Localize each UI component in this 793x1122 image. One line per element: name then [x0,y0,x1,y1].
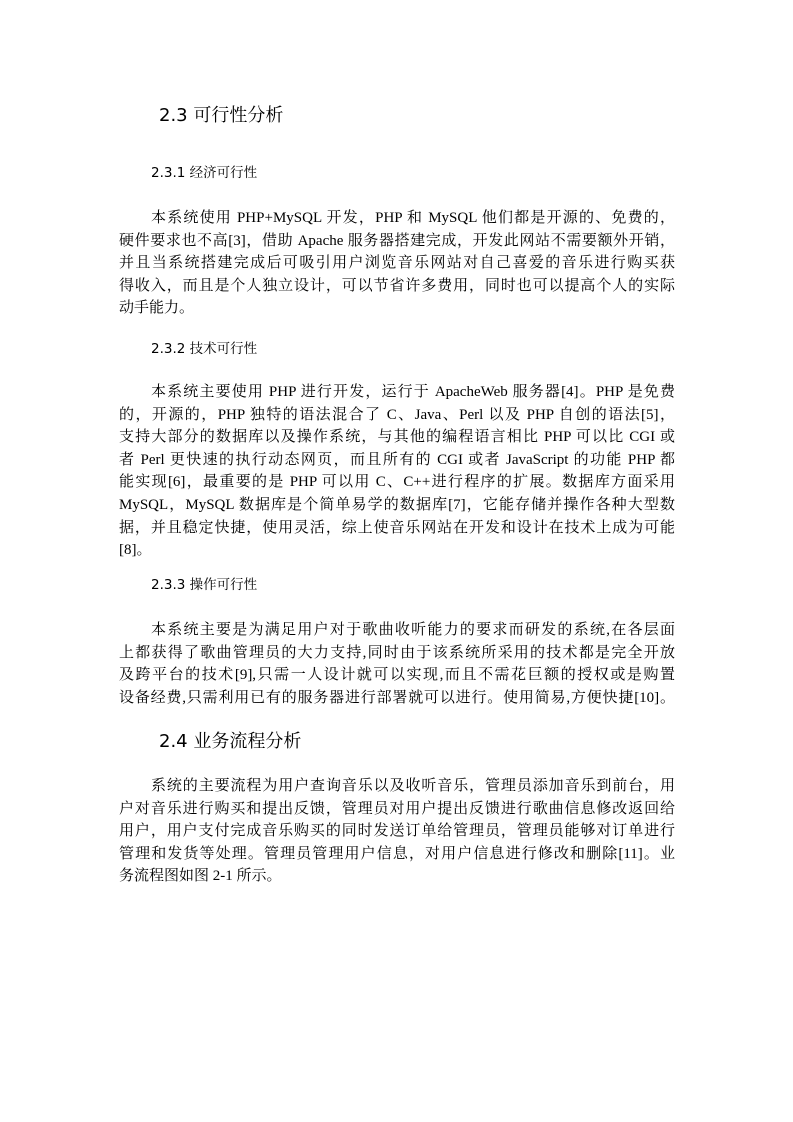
text-line: 得收入，而且是个人独立设计，可以节省许多费用，同时也可以提高个人的实际 [119,277,675,294]
text-line: 务流程图如图 2-1 所示。 [119,868,282,885]
subsection-heading-2-3-3: 2.3.3 操作可行性 [151,577,258,593]
text-line: [8]。 [119,542,152,559]
subsection-heading-2-3-2: 2.3.2 技术可行性 [151,341,258,357]
text-line: 及跨平台的技术[9],只需一人设计就可以实现,而且不需花巨额的授权或是购置 [119,667,675,684]
text-line: 本系统使用 PHP+MySQL 开发，PHP 和 MySQL 他们都是开源的、免费的， [151,210,675,226]
text-line: 并且当系统搭建完成后可吸引用户浏览音乐网站对自己喜爱的音乐进行购买获 [119,255,675,272]
text-line: 能实现[6]，最重要的是 PHP 可以用 C、C++进行程序的扩展。数据库方面采用 [119,474,675,491]
text-line: 者 Perl 更快速的执行动态网页，而且所有的 CGI 或者 JavaScript 的功能 PHP 都 [119,451,675,468]
text-line: 硬件要求也不高[3]，借助 Apache 服务器搭建完成，开发此网站不需要额外开销， [119,232,675,249]
paragraph-technical-feasibility [119,381,675,562]
paragraph-economic-feasibility [119,207,675,320]
text-line: 本系统主要是为满足用户对于歌曲收听能力的要求而研发的系统,在各层面 [151,622,675,638]
text-line: 本系统主要使用 PHP 进行开发，运行于 ApacheWeb 服务器[4]。PHP 是免费 [151,384,675,400]
text-line: 系统的主要流程为用户查询音乐以及收听音乐，管理员添加音乐到前台，用 [151,778,675,794]
paragraph-operational-feasibility [119,619,675,709]
text-line: 据，并且稳定快捷，使用灵活，综上使音乐网站在开发和设计在技术上成为可能 [119,519,675,536]
paragraph-business-process [119,775,675,888]
text-line: 支持大部分的数据库以及操作系统，与其他的编程语言相比 PHP 可以比 CGI 或 [119,429,675,446]
text-line: 管理和发货等处理。管理员管理用户信息，对用户信息进行修改和删除[11]。业 [119,845,675,862]
text-line: 的，开源的，PHP 独特的语法混合了 C、Java、Perl 以及 PHP 自创的语法[5]， [119,406,675,423]
text-line: 设备经费,只需利用已有的服务器进行部署就可以进行。使用简易,方便快捷[10]。 [119,689,675,706]
text-line: 用户，用户支付完成音乐购买的同时发送订单给管理员，管理员能够对订单进行 [119,823,675,840]
section-heading-2-3: 2.3 可行性分析 [159,105,284,126]
text-line: 上都获得了歌曲管理员的大力支持,同时由于该系统所采用的技术都是完全开放 [119,644,675,661]
section-heading-2-4: 2.4 业务流程分析 [159,731,302,752]
subsection-heading-2-3-1: 2.3.1 经济可行性 [151,165,258,181]
text-line: MySQL，MySQL 数据库是个简单易学的数据库[7]，它能存储并操作各种大型数 [119,496,675,513]
text-line: 动手能力。 [119,300,195,317]
text-line: 户对音乐进行购买和提出反馈，管理员对用户提出反馈进行歌曲信息修改返回给 [119,800,675,817]
